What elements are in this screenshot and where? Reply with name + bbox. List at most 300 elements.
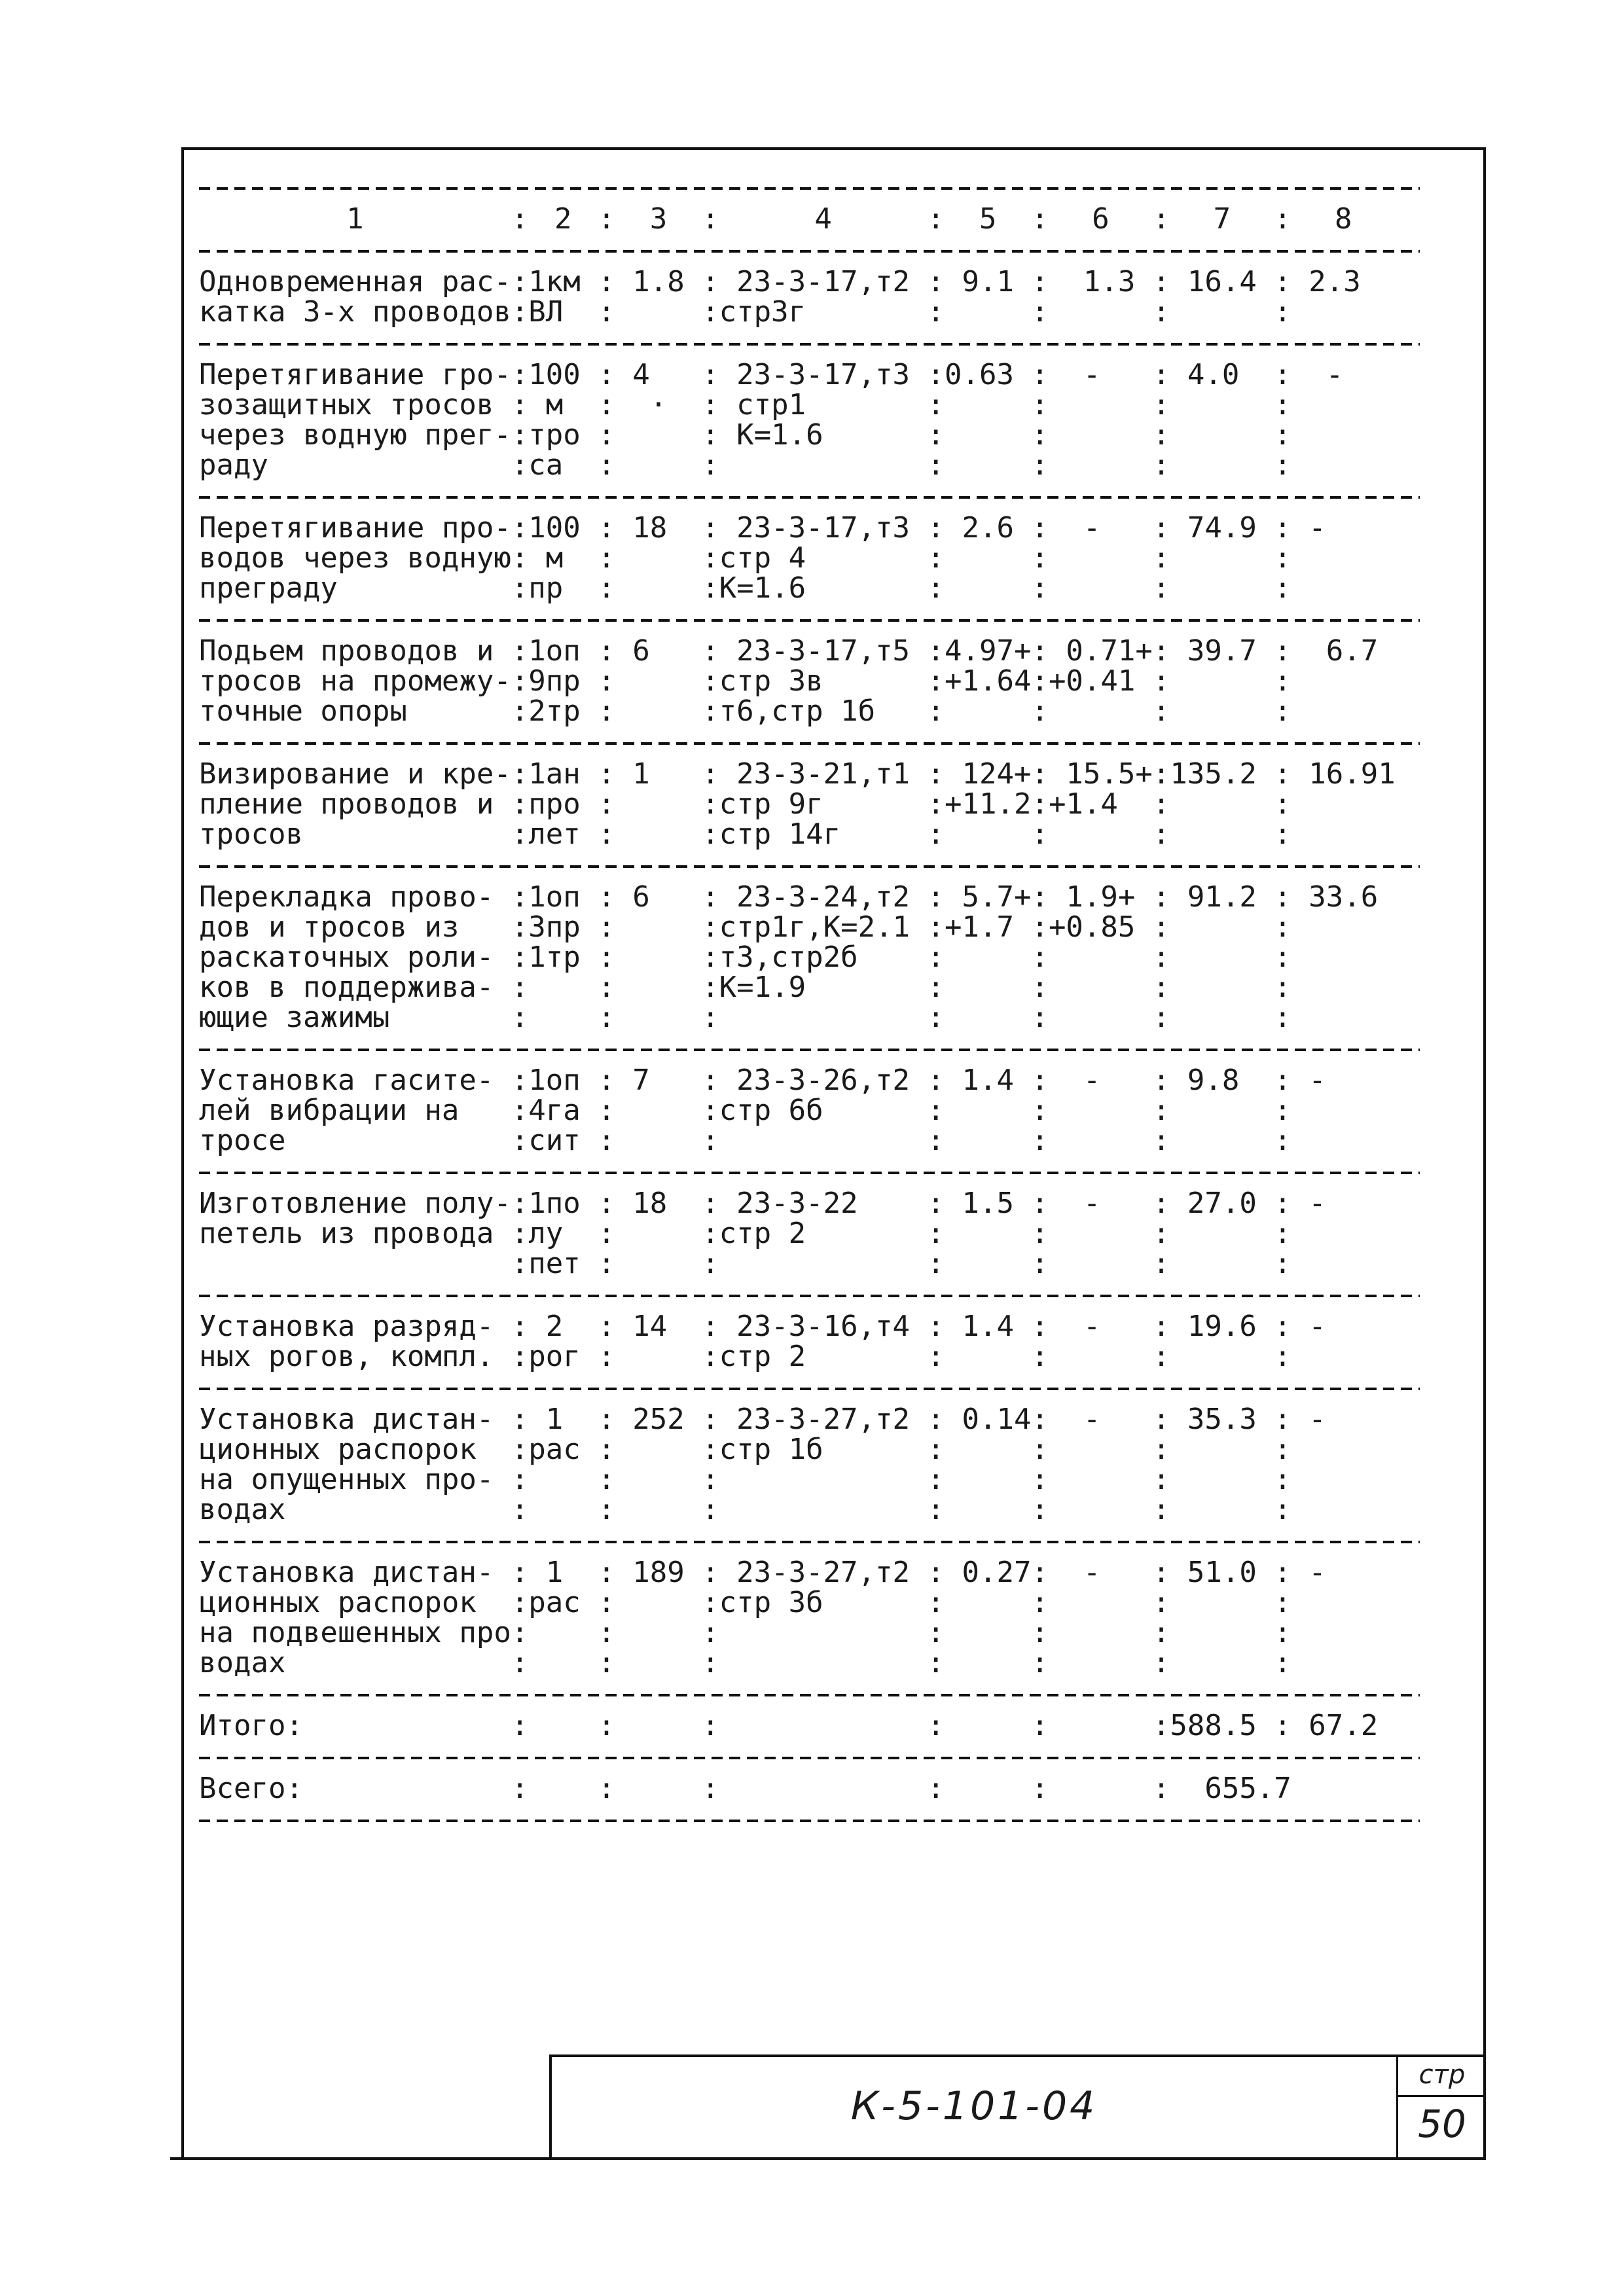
column-separator: : bbox=[511, 1124, 529, 1157]
table-line bbox=[199, 1219, 1420, 1249]
table-cell-col-2: 1 bbox=[528, 1403, 581, 1436]
table-cell-col-3 bbox=[615, 1126, 702, 1156]
table-cell-col-3 bbox=[615, 1465, 702, 1495]
column-separator: : bbox=[598, 388, 615, 422]
column-separator: : bbox=[598, 694, 615, 728]
table-line bbox=[199, 1096, 1420, 1126]
column-separator: : bbox=[511, 1310, 529, 1343]
column-separator: : bbox=[927, 910, 945, 944]
column-separator: : bbox=[511, 757, 529, 791]
table-cell-col-3 bbox=[615, 420, 702, 450]
column-separator: : bbox=[511, 1709, 529, 1742]
column-separator: : bbox=[927, 1124, 945, 1157]
table-cell-col-1: точные опоры bbox=[199, 694, 407, 728]
table-cell-col-1: Перетягивание гро- bbox=[199, 358, 511, 391]
column-separator: : bbox=[702, 358, 719, 391]
column-separator: : bbox=[1152, 388, 1170, 422]
column-separator: : bbox=[598, 1403, 615, 1436]
table-cell-col-1: 1 bbox=[346, 202, 364, 236]
column-separator: : bbox=[1274, 1556, 1291, 1589]
table-cell-col-5 bbox=[945, 297, 1031, 327]
column-separator: : bbox=[702, 971, 719, 1004]
table-row bbox=[199, 346, 1420, 496]
table-cell-col-1: ционных распорок bbox=[199, 1586, 511, 1619]
column-separator: : bbox=[702, 1187, 719, 1220]
column-separator: : bbox=[927, 817, 945, 851]
table-cell-col-6 bbox=[1049, 1219, 1153, 1249]
column-separator: : bbox=[1152, 295, 1170, 329]
table-cell-col-5: 0.27 bbox=[945, 1556, 1032, 1589]
table-cell-col-2: 2тр bbox=[528, 694, 581, 728]
table-cell-col-2: са bbox=[528, 448, 581, 482]
table-cell-col-8 bbox=[1291, 420, 1396, 450]
table-cell-col-5: +1.64 bbox=[945, 664, 1032, 698]
dashed-separator bbox=[199, 1820, 1420, 1822]
table-cell-col-7 bbox=[1170, 297, 1274, 327]
column-separator: : bbox=[598, 1646, 615, 1679]
column-separator: : bbox=[927, 1187, 945, 1220]
column-separator: : bbox=[1274, 1616, 1291, 1649]
column-separator: : bbox=[1274, 541, 1291, 575]
table-cell-col-2: сит bbox=[528, 1124, 581, 1157]
table-cell-col-7 bbox=[1170, 1096, 1274, 1126]
table-cell-col-8 bbox=[1291, 1435, 1396, 1465]
table-cell-col-6 bbox=[1049, 450, 1153, 480]
table-cell-col-8 bbox=[1291, 450, 1396, 480]
table-cell-col-3 bbox=[615, 789, 702, 819]
column-separator: : bbox=[598, 1094, 615, 1127]
column-separator: : bbox=[702, 1493, 719, 1526]
table-cell-col-4: стр3г bbox=[719, 295, 806, 329]
column-separator: : bbox=[1274, 971, 1291, 1004]
table-row bbox=[199, 1297, 1420, 1388]
table-row bbox=[199, 622, 1420, 742]
table-cell-col-3: 1.8 bbox=[615, 265, 702, 298]
column-separator: : bbox=[702, 388, 719, 422]
table-line bbox=[199, 1495, 1420, 1525]
column-separator: : bbox=[1274, 295, 1291, 329]
column-separator: : bbox=[1152, 265, 1170, 298]
column-separator: : bbox=[1274, 817, 1291, 851]
table-cell-col-1: тросов на промежу- bbox=[199, 664, 511, 698]
column-separator: : bbox=[1031, 1247, 1049, 1280]
column-separator: : bbox=[1274, 694, 1291, 728]
table-cell-col-3 bbox=[615, 1618, 702, 1648]
column-separator: : bbox=[927, 1586, 945, 1619]
table-cell-col-1: тросе bbox=[199, 1124, 286, 1157]
table-line bbox=[199, 1588, 1420, 1618]
column-separator: : bbox=[511, 817, 529, 851]
table-cell-col-2 bbox=[528, 973, 598, 1003]
table-cell-col-3 bbox=[615, 819, 702, 850]
table-cell-col-3 bbox=[615, 297, 702, 327]
table-cell-col-2: 1оп bbox=[528, 880, 581, 914]
table-cell-col-6: - bbox=[1048, 1187, 1153, 1220]
table-cell-col-4: 23-3-16,т4 bbox=[719, 1310, 911, 1343]
table-row bbox=[199, 1696, 1420, 1757]
table-cell-col-5 bbox=[945, 1126, 1031, 1156]
table-cell-col-4: К=1.6 bbox=[719, 418, 823, 452]
table-cell-col-4: т6,стр 1б bbox=[719, 694, 876, 728]
table-cell-col-2: 100 bbox=[528, 511, 581, 545]
table-cell-col-2 bbox=[528, 1618, 598, 1648]
table-cell-col-2: лет bbox=[528, 817, 581, 851]
table-cell-col-7 bbox=[1170, 666, 1274, 696]
table-cell-col-4: 23-3-17,т3 bbox=[719, 358, 911, 391]
column-separator: : bbox=[511, 971, 529, 1004]
column-separator: : bbox=[1274, 1094, 1291, 1127]
table-cell-col-8: 16.91 bbox=[1291, 757, 1396, 791]
column-separator: : bbox=[511, 694, 529, 728]
table-cell-col-2: лу bbox=[528, 1217, 581, 1250]
table-line bbox=[199, 1312, 1420, 1342]
column-separator: : bbox=[1031, 1064, 1049, 1097]
column-separator: : bbox=[511, 1463, 529, 1496]
table-line bbox=[199, 450, 1420, 480]
table-cell-col-1: катка 3-х проводов bbox=[199, 295, 511, 329]
table-cell-col-3 bbox=[615, 696, 702, 726]
table-cell-col-4: 23-3-17,т2 bbox=[719, 265, 911, 298]
table-cell-col-1: тросов bbox=[199, 817, 303, 851]
column-separator: : bbox=[927, 265, 945, 298]
table-line bbox=[199, 1249, 1420, 1279]
column-separator: : bbox=[927, 418, 945, 452]
column-separator: : bbox=[1031, 265, 1049, 298]
column-separator: : bbox=[598, 634, 615, 668]
column-separator: : bbox=[1152, 1709, 1170, 1742]
column-separator: : bbox=[702, 202, 719, 236]
column-separator: : bbox=[511, 202, 529, 236]
table-cell-col-3 bbox=[615, 912, 702, 942]
table-cell-col-6: - bbox=[1048, 1403, 1153, 1436]
table-cell-col-1: на подвешенных про bbox=[199, 1616, 511, 1649]
table-line bbox=[199, 420, 1420, 450]
table-cell-col-5: +11.2 bbox=[945, 787, 1032, 821]
table-cell-col-5 bbox=[945, 1648, 1031, 1678]
table-cell-col-6: 1.3 bbox=[1048, 265, 1153, 298]
table-cell-col-7: 7 bbox=[1213, 202, 1231, 236]
table-cell-col-3 bbox=[615, 1219, 702, 1249]
column-separator: : bbox=[511, 1247, 529, 1280]
table-cell-col-6 bbox=[1049, 1435, 1153, 1465]
table-cell-col-8 bbox=[1291, 390, 1396, 420]
column-separator: : bbox=[1031, 1463, 1049, 1496]
column-separator: : bbox=[702, 694, 719, 728]
table-cell-col-4: 23-3-26,т2 bbox=[719, 1064, 911, 1097]
table-cell-col-4 bbox=[719, 1711, 928, 1741]
table-row bbox=[199, 1390, 1420, 1541]
table-cell-col-6 bbox=[1049, 1711, 1153, 1741]
table-line bbox=[199, 1342, 1420, 1372]
column-separator: : bbox=[927, 1556, 945, 1589]
table-line bbox=[199, 973, 1420, 1003]
table-cell-col-3: 7 bbox=[615, 1064, 685, 1097]
column-separator: : bbox=[927, 1709, 945, 1742]
table-cell-col-7 bbox=[1170, 973, 1274, 1003]
column-separator: : bbox=[1152, 448, 1170, 482]
column-separator: : bbox=[1152, 787, 1170, 821]
table-cell-col-1: Установка гасите- bbox=[199, 1064, 511, 1097]
table-cell-col-7 bbox=[1170, 1618, 1274, 1648]
table-cell-col-8: 33.6 bbox=[1291, 880, 1379, 914]
table-cell-col-7: 655.7 bbox=[1170, 1772, 1291, 1805]
column-separator: : bbox=[1031, 1340, 1049, 1373]
table-line bbox=[199, 1189, 1420, 1219]
table-line bbox=[199, 1465, 1420, 1495]
column-separator: : bbox=[1274, 265, 1291, 298]
column-separator: : bbox=[511, 1616, 529, 1649]
table-cell-col-1: петель из провода bbox=[199, 1217, 511, 1250]
table-line bbox=[199, 390, 1420, 420]
table-cell-col-8 bbox=[1291, 973, 1396, 1003]
column-separator: : bbox=[1274, 787, 1291, 821]
table-cell-col-4: К=1.9 bbox=[719, 971, 806, 1004]
table-cell-col-2: рог bbox=[528, 1340, 581, 1373]
column-separator: : bbox=[1274, 1646, 1291, 1679]
table-cell-col-2: рас bbox=[528, 1586, 581, 1619]
column-separator: : bbox=[702, 1001, 719, 1034]
column-separator: : bbox=[511, 1493, 529, 1526]
table-cell-col-8 bbox=[1291, 696, 1396, 726]
table-cell-col-8 bbox=[1291, 1126, 1396, 1156]
table-cell-col-1: Перетягивание про- bbox=[199, 511, 511, 545]
table-cell-col-4 bbox=[719, 450, 928, 480]
table-line bbox=[199, 1126, 1420, 1156]
table-cell-col-3 bbox=[615, 942, 702, 973]
table-cell-col-2: 4га bbox=[528, 1094, 581, 1127]
table-cell-col-8: - bbox=[1291, 1403, 1326, 1436]
column-separator: : bbox=[702, 1217, 719, 1250]
table-cell-col-6: 6 bbox=[1092, 202, 1110, 236]
table-cell-col-1: Подьем проводов и bbox=[199, 634, 511, 668]
frame-border-top bbox=[181, 147, 1486, 150]
table-row bbox=[199, 1543, 1420, 1694]
column-separator: : bbox=[598, 295, 615, 329]
column-separator: : bbox=[927, 1493, 945, 1526]
column-separator: : bbox=[702, 1124, 719, 1157]
column-separator: : bbox=[702, 541, 719, 575]
column-separator: : bbox=[927, 757, 945, 791]
table-cell-col-2: 1ан bbox=[528, 757, 581, 791]
column-separator: : bbox=[702, 634, 719, 668]
column-separator: : bbox=[511, 295, 529, 329]
table-cell-col-3 bbox=[615, 973, 702, 1003]
column-separator: : bbox=[598, 1001, 615, 1034]
table-cell-col-2: рас bbox=[528, 1433, 581, 1466]
column-separator: : bbox=[1031, 664, 1049, 698]
column-separator: : bbox=[598, 1709, 615, 1742]
column-separator: : bbox=[1031, 202, 1049, 236]
table-cell-col-1: зозащитных тросов bbox=[199, 388, 511, 422]
table-cell-col-8 bbox=[1291, 1465, 1396, 1495]
column-separator: : bbox=[1152, 880, 1170, 914]
page-number: 50 bbox=[1418, 2102, 1466, 2146]
column-separator: : bbox=[511, 571, 529, 605]
column-separator: : bbox=[702, 880, 719, 914]
column-separator: : bbox=[1274, 1187, 1291, 1220]
column-separator: : bbox=[702, 1463, 719, 1496]
column-separator: : bbox=[598, 541, 615, 575]
table-cell-col-4: 23-3-17,т3 bbox=[719, 511, 911, 545]
column-separator: : bbox=[511, 1340, 529, 1373]
table-cell-col-6: +1.4 bbox=[1048, 787, 1118, 821]
column-separator: : bbox=[1031, 1433, 1049, 1466]
table-cell-col-2: 1оп bbox=[528, 1064, 581, 1097]
table-cell-col-3 bbox=[615, 1588, 702, 1618]
column-separator: : bbox=[1031, 757, 1049, 791]
table-line bbox=[199, 1003, 1420, 1033]
column-separator: : bbox=[1152, 1616, 1170, 1649]
table-cell-col-6 bbox=[1049, 1495, 1153, 1525]
table-cell-col-2 bbox=[528, 1711, 598, 1741]
table-cell-col-7: 9.8 bbox=[1170, 1064, 1257, 1097]
table-cell-col-3: · bbox=[615, 388, 685, 422]
table-cell-col-6 bbox=[1049, 1588, 1153, 1618]
column-separator: : bbox=[511, 1403, 529, 1436]
table-cell-col-8: - bbox=[1291, 1064, 1326, 1097]
table-cell-col-6: 0.71+ bbox=[1048, 634, 1153, 668]
table-cell-col-4 bbox=[719, 1003, 928, 1033]
column-separator: : bbox=[927, 1094, 945, 1127]
column-separator: : bbox=[1274, 418, 1291, 452]
table-cell-col-5 bbox=[945, 1465, 1031, 1495]
column-separator: : bbox=[1031, 787, 1049, 821]
column-separator: : bbox=[1031, 1001, 1049, 1034]
column-separator: : bbox=[702, 1310, 719, 1343]
column-separator: : bbox=[1152, 1124, 1170, 1157]
column-separator: : bbox=[1031, 1709, 1049, 1742]
table-cell-col-2 bbox=[528, 1465, 598, 1495]
column-separator: : bbox=[598, 1463, 615, 1496]
table-cell-col-8 bbox=[1291, 1096, 1396, 1126]
document-code: К-5-101-04 bbox=[850, 2083, 1098, 2129]
column-separator: : bbox=[598, 1586, 615, 1619]
cost-table bbox=[199, 187, 1420, 1822]
column-separator: : bbox=[1152, 1646, 1170, 1679]
table-line bbox=[199, 204, 1420, 234]
column-separator: : bbox=[1274, 1247, 1291, 1280]
table-cell-col-4: т3,стр2б bbox=[719, 941, 858, 974]
table-line bbox=[199, 819, 1420, 850]
table-cell-col-2: 1 bbox=[528, 1556, 581, 1589]
table-cell-col-4: стр1 bbox=[719, 388, 806, 422]
column-separator: : bbox=[1274, 1493, 1291, 1526]
table-cell-col-7: 74.9 bbox=[1170, 511, 1257, 545]
table-cell-col-1: Визирование и кре- bbox=[199, 757, 511, 791]
column-separator: : bbox=[1152, 541, 1170, 575]
column-separator: : bbox=[511, 1001, 529, 1034]
column-separator: : bbox=[927, 1403, 945, 1436]
column-separator: : bbox=[927, 694, 945, 728]
table-cell-col-3: 189 bbox=[615, 1556, 685, 1589]
table-cell-col-2: 1км bbox=[528, 265, 581, 298]
table-cell-col-7 bbox=[1170, 912, 1274, 942]
table-cell-col-3 bbox=[615, 1495, 702, 1525]
table-cell-col-4: 23-3-27,т2 bbox=[719, 1403, 911, 1436]
column-separator: : bbox=[1274, 1403, 1291, 1436]
table-cell-col-7: 588.5 bbox=[1170, 1709, 1257, 1742]
table-cell-col-7 bbox=[1170, 1435, 1274, 1465]
column-separator: : bbox=[598, 1124, 615, 1157]
column-separator: : bbox=[511, 448, 529, 482]
table-row bbox=[199, 868, 1420, 1049]
column-separator: : bbox=[598, 1433, 615, 1466]
column-separator: : bbox=[702, 571, 719, 605]
frame-border-right bbox=[1483, 147, 1486, 2160]
column-separator: : bbox=[702, 1556, 719, 1589]
table-cell-col-8 bbox=[1291, 1342, 1396, 1372]
table-line bbox=[199, 513, 1420, 543]
column-separator: : bbox=[1274, 757, 1291, 791]
table-cell-col-5 bbox=[945, 450, 1031, 480]
table-cell-col-8 bbox=[1291, 1648, 1396, 1678]
table-cell-col-1: раду bbox=[199, 448, 268, 482]
column-separator: : bbox=[1274, 1586, 1291, 1619]
table-cell-col-1: Одновременная рас- bbox=[199, 265, 511, 298]
column-separator: : bbox=[927, 787, 945, 821]
column-separator: : bbox=[1152, 1310, 1170, 1343]
column-separator: : bbox=[1274, 1001, 1291, 1034]
table-cell-col-6 bbox=[1049, 696, 1153, 726]
table-cell-col-3: 18 bbox=[615, 511, 685, 545]
table-cell-col-6: - bbox=[1048, 358, 1153, 391]
column-separator: : bbox=[1274, 664, 1291, 698]
column-separator: : bbox=[1274, 511, 1291, 545]
table-cell-col-4: 23-3-22 bbox=[719, 1187, 858, 1220]
column-separator: : bbox=[1031, 295, 1049, 329]
table-cell-col-3: 4 bbox=[615, 358, 685, 391]
column-separator: : bbox=[927, 1772, 945, 1805]
table-cell-col-4: 4 bbox=[814, 202, 832, 236]
table-cell-col-1: Всего: bbox=[199, 1772, 303, 1805]
table-cell-col-7 bbox=[1170, 1588, 1274, 1618]
table-line bbox=[199, 267, 1420, 297]
column-separator: : bbox=[702, 1772, 719, 1805]
table-cell-col-4: стр1г,К=2.1 bbox=[719, 910, 911, 944]
table-cell-col-7: 4.0 bbox=[1170, 358, 1257, 391]
column-separator: : bbox=[1031, 694, 1049, 728]
table-cell-col-5: +1.7 bbox=[945, 910, 1032, 944]
table-cell-col-6 bbox=[1049, 1618, 1153, 1648]
table-cell-col-4: 23-3-17,т5 bbox=[719, 634, 911, 668]
column-separator: : bbox=[1031, 1646, 1049, 1679]
table-cell-col-8: - bbox=[1291, 1187, 1326, 1220]
table-cell-col-7: 51.0 bbox=[1170, 1556, 1257, 1589]
table-cell-col-4: стр 3б bbox=[719, 1586, 823, 1619]
table-cell-col-5: 2.6 bbox=[945, 511, 1032, 545]
table-row bbox=[199, 745, 1420, 865]
column-separator: : bbox=[1031, 418, 1049, 452]
table-cell-col-6 bbox=[1049, 390, 1153, 420]
table-cell-col-1: Перекладка прово- bbox=[199, 880, 511, 914]
column-separator: : bbox=[702, 1064, 719, 1097]
column-separator: : bbox=[702, 265, 719, 298]
column-separator: : bbox=[1031, 1772, 1049, 1805]
title-block-divider bbox=[1396, 2057, 1398, 2160]
column-separator: : bbox=[927, 941, 945, 974]
table-cell-col-5: 124+ bbox=[945, 757, 1032, 791]
column-separator: : bbox=[511, 880, 529, 914]
column-separator: : bbox=[702, 511, 719, 545]
table-row bbox=[199, 1759, 1420, 1820]
table-cell-col-7 bbox=[1170, 1648, 1274, 1678]
column-separator: : bbox=[702, 418, 719, 452]
table-cell-col-5: 9.1 bbox=[945, 265, 1032, 298]
table-cell-col-6 bbox=[1049, 297, 1153, 327]
table-cell-col-1: ющие зажимы bbox=[199, 1001, 390, 1034]
table-line bbox=[199, 1618, 1420, 1648]
table-cell-col-2: про bbox=[528, 787, 581, 821]
